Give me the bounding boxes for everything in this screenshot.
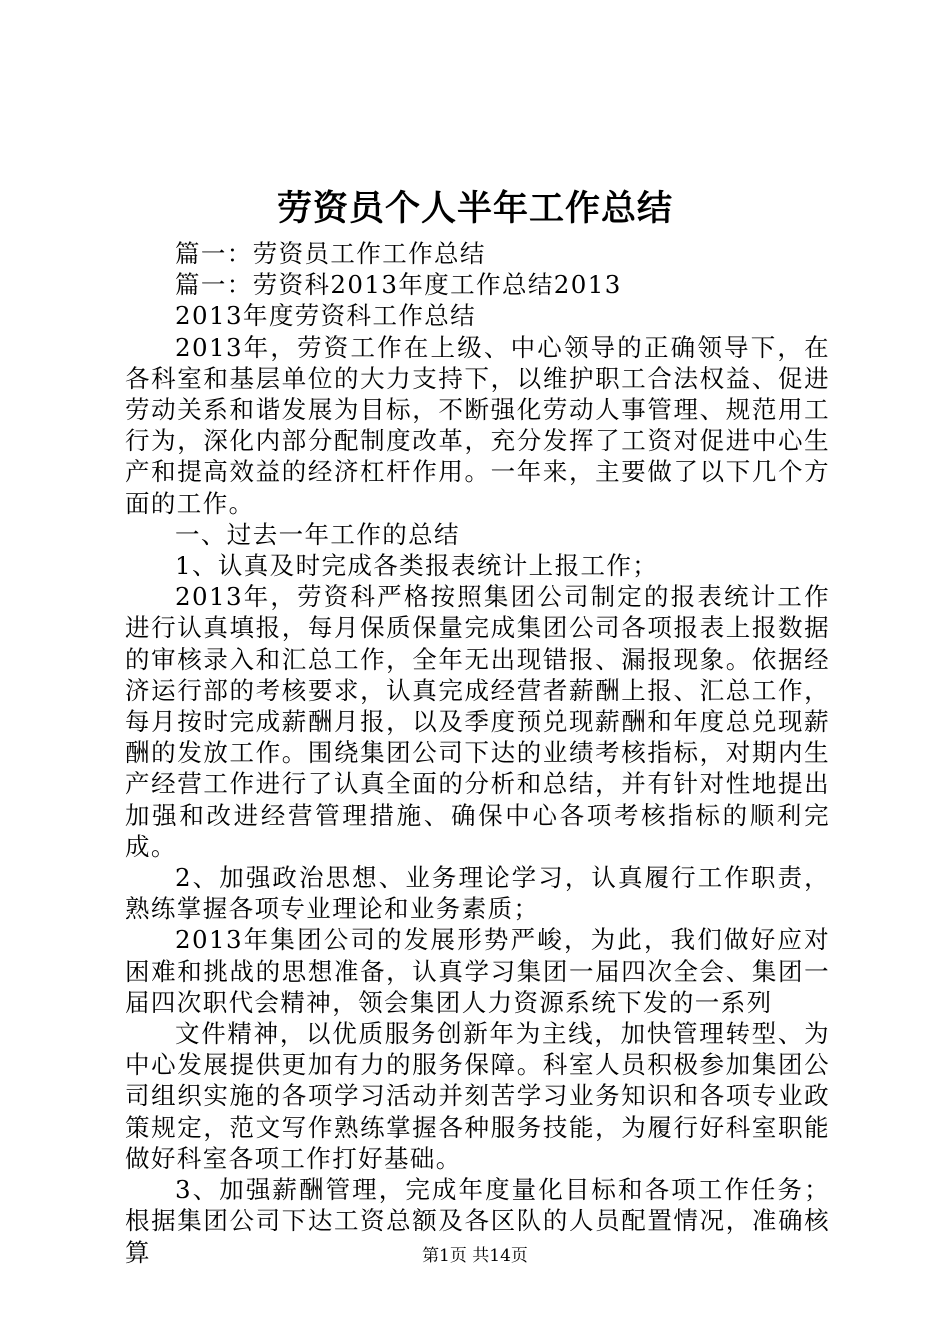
paragraph: 2013年，劳资科严格按照集团公司制定的报表统计工作进行认真填报，每月保质保量完成集团公司各项报表上报数据的审核录入和汇总工作，全年无出现错报、漏报现象。依据经济运行部的考核要求，认真完成经营者薪酬上报、汇总工作，每月按时完成薪酬月报，以及季度预兑现薪酬和年度总兑现薪酬的发放工作。围绕集团公司下达的业绩考核指标，对期内生产经营工作进行了认真全面的分析和总结，并有针对性地提出加强和改进经营管理措施、确保中心各项考核指标的顺利完成。 — [125, 582, 830, 861]
paragraph: 2、加强政治思想、业务理论学习，认真履行工作职责，熟练掌握各项专业理论和业务素质； — [125, 863, 830, 924]
paragraph: 文件精神，以优质服务创新年为主线，加快管理转型、为中心发展提供更加有力的服务保障。科室人员积极参加集团公司组织实施的各项学习活动并刻苦学习业务知识和各项专业政策规定，范文写作熟练掌握各种服务技能，为履行好科室职能做好科室各项工作打好基础。 — [125, 1019, 830, 1173]
paragraph: 3、加强薪酬管理，完成年度量化目标和各项工作任务；根据集团公司下达工资总额及各区队的人员配置情况，准确核算 — [125, 1175, 830, 1267]
paragraph: 1、认真及时完成各类报表统计上报工作； — [175, 551, 659, 581]
paragraph: 2013年度劳资科工作总结 — [175, 301, 477, 331]
document-body — [125, 238, 830, 1268]
document-title: 劳资员个人半年工作总结 — [276, 189, 673, 229]
paragraph: 篇一：劳资科2013年度工作总结2013 — [175, 270, 622, 300]
paragraph: 2013年集团公司的发展形势严峻，为此，我们做好应对困难和挑战的思想准备，认真学习集团一届四次全会、集团一届四次职代会精神，领会集团人力资源系统下发的一系列 — [125, 925, 830, 1017]
paragraph: 一、过去一年工作的总结 — [175, 519, 460, 549]
page-footer: 第1页 共14页 — [422, 1246, 528, 1266]
paragraph: 篇一：劳资员工作工作总结 — [175, 239, 486, 268]
paragraph: 2013年，劳资工作在上级、中心领导的正确领导下，在各科室和基层单位的大力支持下，以维护职工合法权益、促进劳动关系和谐发展为目标，不断强化劳动人事管理、规范用工行为，深化内部分配制度改革，充分发挥了工资对促进中心生产和提高效益的经济杠杆作用。一年来，主要做了以下几个方面的工作。 — [125, 332, 830, 518]
